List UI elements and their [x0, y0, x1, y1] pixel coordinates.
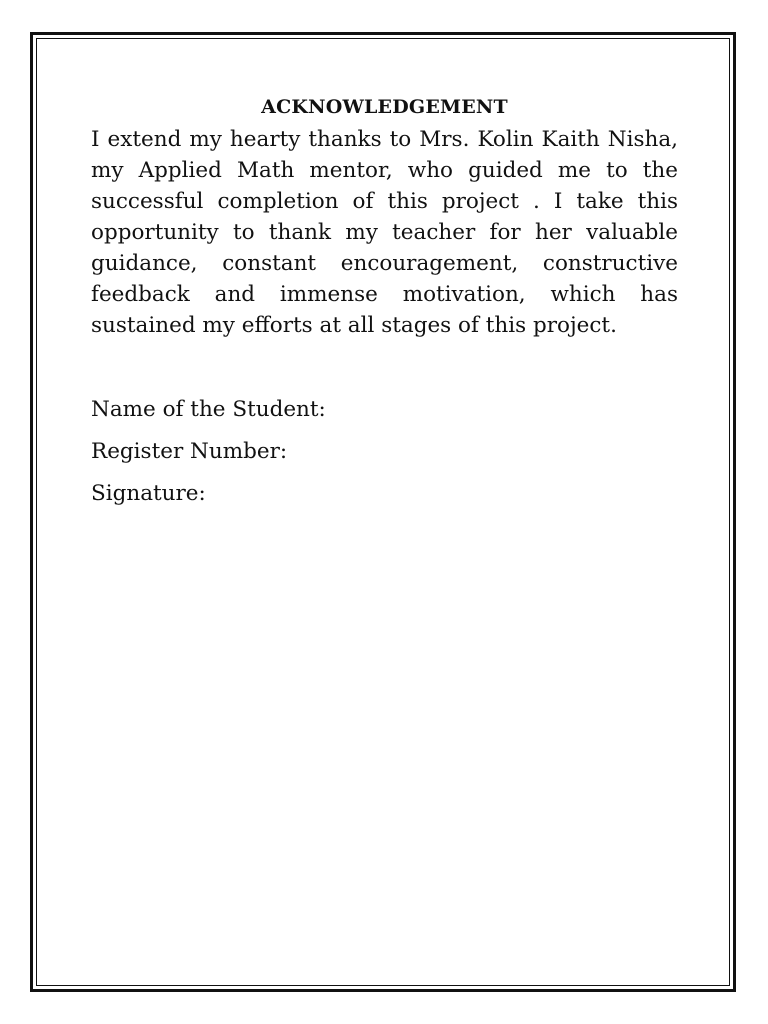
document-content — [91, 92, 678, 521]
student-name-label: Name of the Student: — [91, 397, 326, 422]
student-details — [91, 395, 678, 509]
acknowledgement-paragraph: I extend my hearty thanks to Mrs. Kolin Kaith Nisha, my Applied Math mentor, who guided me to the successful completion of this project . I take this opportunity to thank my teacher for her valuable guidance, constant encouragement, constructive feedback and immense motivation, which has sustained my efforts at all stages of this project. — [91, 127, 678, 338]
register-number-label: Register Number: — [91, 439, 288, 464]
page-title: ACKNOWLEDGEMENT — [261, 96, 508, 118]
signature-label: Signature: — [91, 481, 206, 506]
